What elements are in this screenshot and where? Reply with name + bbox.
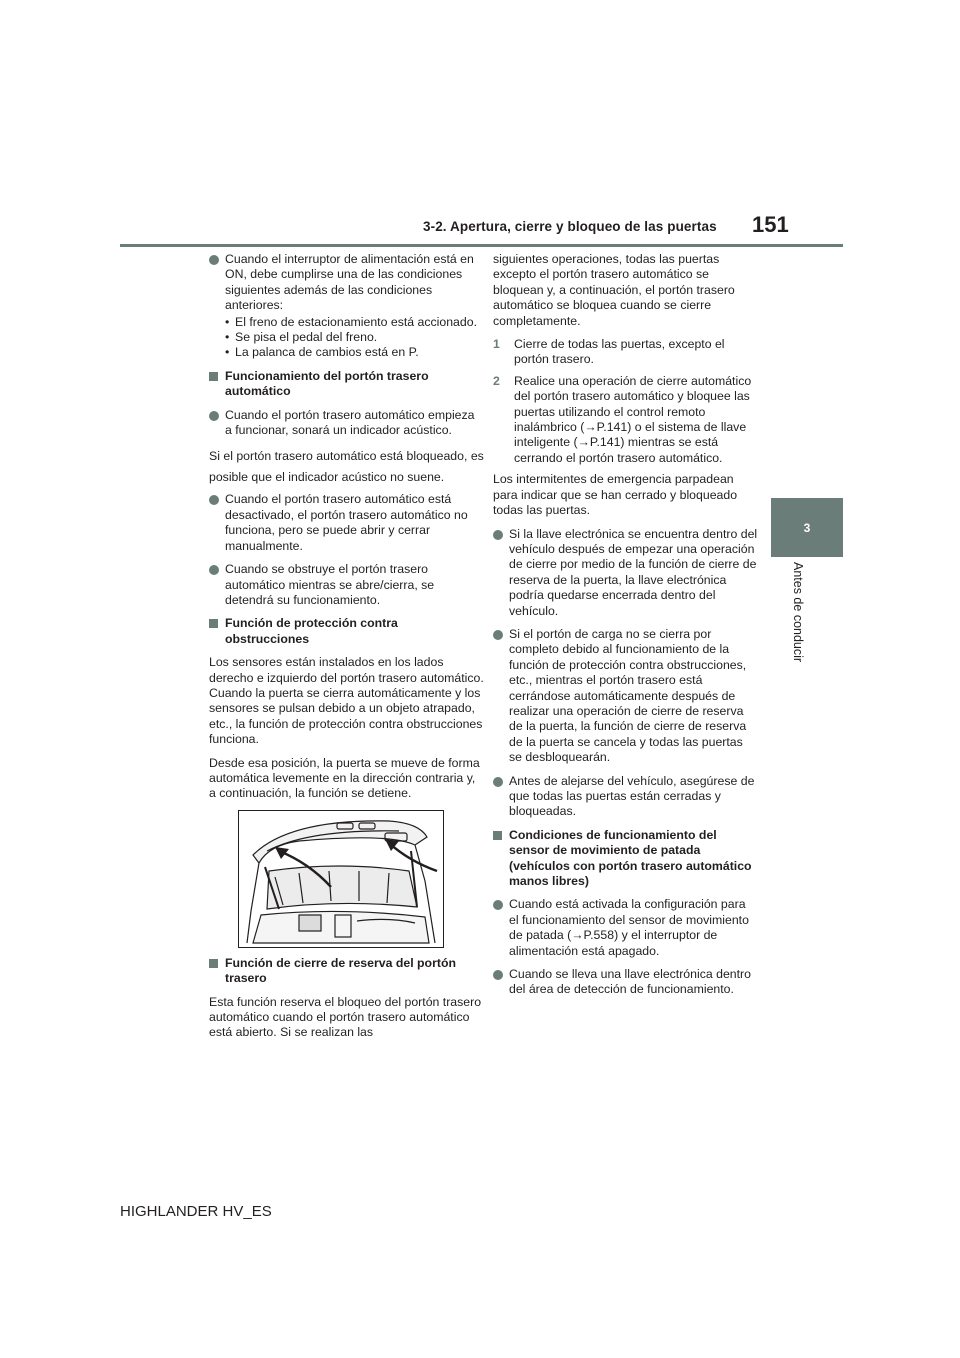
bullet-text: Cuando está activada la configuración para el funcionamiento del sensor de movimiento de patada (→P.558) y el interruptor de alimentación está apagado. [509, 897, 749, 958]
bullet-text: Cuando se obstruye el portón trasero automático mientras se abre/cierra, se detendrá su funcionamiento. [225, 562, 435, 607]
bullet-dot-icon [209, 565, 219, 575]
paragraph: siguientes operaciones, todas las puertas excepto el portón trasero automático se bloquean y, a continuación, el portón trasero automático se bloquea cuando se cierre completamente. [493, 252, 735, 328]
tailgate-sensor-illustration [238, 810, 444, 948]
section-heading [493, 828, 758, 890]
bullet-item [209, 252, 484, 361]
bullet-dot-icon [493, 530, 503, 540]
bullet-dot-icon [209, 411, 219, 421]
bullet-text: Antes de alejarse del vehículo, asegúrese de que todas las puertas están cerradas y bloqueadas. [509, 773, 755, 819]
sub-item-text: La palanca de cambios está en P. [235, 345, 419, 360]
header-rule [120, 244, 843, 247]
bullet-dot-icon [493, 630, 503, 640]
footer-model-name: HIGHLANDER HV_ES [120, 1203, 272, 1220]
sub-bullet-icon: • [225, 345, 230, 360]
paragraph: Los sensores están instalados en los lados derecho e izquierdo del portón trasero automático. Cuando la puerta se cierra automáticamente y los sensores se pulsan debido a un objeto atrapado, etc., la función de protección contra obstrucciones funciona. [209, 655, 484, 747]
sub-list-item [225, 330, 484, 345]
bullet-item [493, 527, 758, 619]
bullet-text: Si el portón de carga no se cierra por completo debido al funcionamiento de la función de protección contra obstrucciones, etc., mientras el portón trasero está cerrándose automáticamente después de realizar una operación de cierre de reserva de la puerta, la función de cierre de reserva de la puerta se cancela y todas las puertas se desbloquearán. [509, 626, 747, 765]
sub-list-item [225, 345, 484, 360]
paragraph: Los intermitentes de emergencia parpadean para indicar que se han cerrado y bloqueado todas las puertas. [493, 472, 738, 518]
right-column [493, 252, 758, 1006]
heading-text: Función de protección contra obstrucciones [225, 616, 398, 646]
bullet-dot-icon [493, 900, 503, 910]
paragraph: Esta función reserva el bloqueo del portón trasero automático cuando el portón trasero automático está abierto. Si se realizan las [209, 994, 482, 1040]
paragraph: Desde esa posición, la puerta se mueve de forma automática levemente en la dirección contraria y, a continuación, la función se detiene. [209, 755, 480, 801]
sub-list-item [225, 315, 484, 330]
numbered-step [493, 374, 758, 466]
sub-list [225, 315, 484, 361]
sub-item-text: El freno de estacionamiento está accionado. [235, 314, 477, 329]
heading-text: Condiciones de funcionamiento del sensor de movimiento de patada (vehículos con portón trasero automático manos libres) [509, 827, 752, 889]
bullet-text: Cuando se lleva una llave electrónica dentro del área de detección de funcionamiento. [509, 967, 751, 997]
section-heading [209, 616, 484, 647]
paragraph: Si el portón trasero automático está bloqueado, es posible que el indicador acústico no suene. [209, 449, 484, 484]
bullet-item [209, 492, 484, 554]
bullet-dot-icon [209, 495, 219, 505]
left-column [209, 252, 484, 1049]
bullet-dot-icon [209, 255, 219, 265]
bullet-item [209, 408, 484, 439]
bullet-dot-icon [493, 777, 503, 787]
step-text: Realice una operación de cierre automático del portón trasero automático y bloquee las puertas utilizando el control remoto inalámbrico (→P.141) o el sistema de llave inteligente (→P.141) mientras se está cerrando el portón trasero automático. [514, 373, 752, 465]
step-number: 2 [493, 373, 500, 388]
section-heading [209, 956, 484, 987]
chapter-title [787, 562, 809, 712]
square-marker-icon [209, 372, 218, 381]
sub-item-text: Se pisa el pedal del freno. [235, 330, 378, 345]
bullet-item [493, 774, 758, 820]
square-marker-icon [209, 959, 218, 968]
square-marker-icon [493, 831, 502, 840]
bullet-item [493, 627, 758, 766]
step-text: Cierre de todas las puertas, excepto el portón trasero. [514, 337, 725, 367]
bullet-text: Cuando el portón trasero automático empieza a funcionar, sonará un indicador acústico. [225, 407, 475, 438]
bullet-dot-icon [493, 970, 503, 980]
page-number: 151 [752, 212, 789, 237]
step-number: 1 [493, 337, 500, 352]
tailgate-illustration-svg [239, 811, 443, 947]
bullet-item [493, 967, 758, 998]
square-marker-icon [209, 619, 218, 628]
sub-bullet-icon: • [225, 330, 230, 345]
sub-bullet-icon: • [225, 314, 230, 329]
chapter-tab[interactable] [771, 498, 843, 557]
section-heading [209, 369, 484, 400]
section-title: 3-2. Apertura, cierre y bloqueo de las puertas [423, 219, 717, 234]
bullet-text: Si la llave electrónica se encuentra dentro del vehículo después de empezar una operación de cierre por medio de la función de cierre de reserva de la puerta, la llave electrónica podría quedarse encerrada dentro del vehículo. [509, 526, 758, 618]
bullet-item [493, 897, 758, 959]
chapter-number: 3 [803, 520, 811, 535]
heading-text: Función de cierre de reserva del portón trasero [225, 955, 456, 986]
chapter-title-text: Antes de conducir [791, 562, 805, 663]
bullet-text: Cuando el portón trasero automático está desactivado, el portón trasero automático no funciona, pero se puede abrir y cerrar manualmente. [225, 492, 468, 553]
numbered-step [493, 337, 758, 368]
bullet-item [209, 562, 484, 608]
heading-text: Funcionamiento del portón trasero automático [225, 368, 429, 399]
bullet-text: Cuando el interruptor de alimentación está en ON, debe cumplirse una de las condiciones siguientes además de las condiciones anteriores: [225, 252, 474, 313]
